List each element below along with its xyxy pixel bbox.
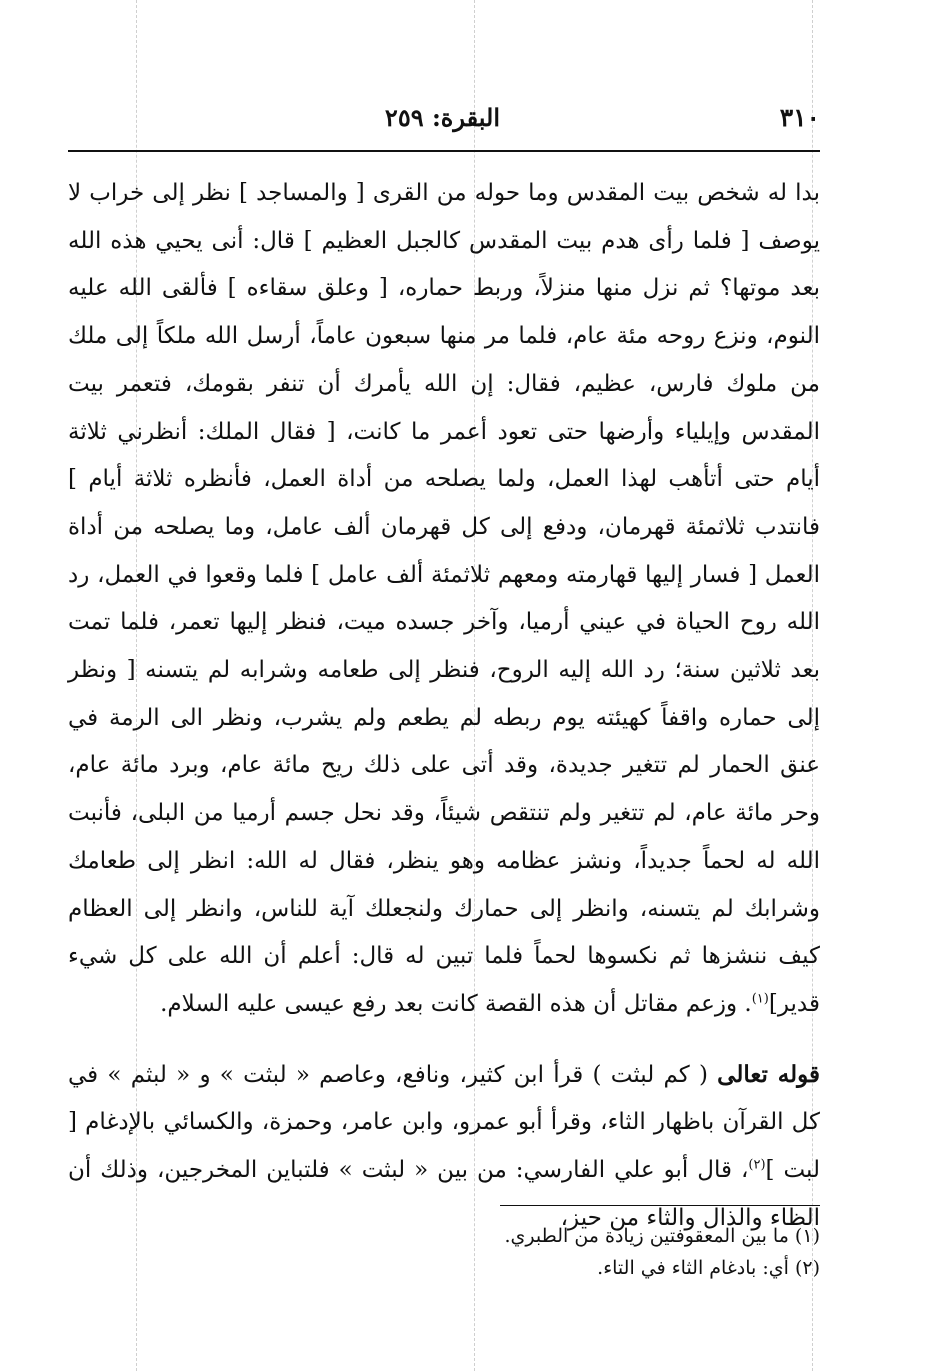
paragraph-1 [68, 170, 820, 1029]
running-title: البقرة: ٢٥٩ [384, 103, 500, 132]
footnotes [68, 1220, 820, 1284]
body-text [68, 170, 820, 1242]
paragraph-1-text: بدا له شخص بيت المقدس وما حوله من القرى [ والمساجد ] نظر إلى خراب لا يوصف [ فلما رأى هدم بيت المقدس كالجبل العظيم ] قال: أنى يحيي هذه الله بعد موتها؟ ثم نزل منها منزلاً، وربط حماره، [ وعلق سقاءه ] فألقى الله عليه النوم، ونزع روحه مئة عام، فلما مر منها سبعون عاماً، أرسل الله ملكاً إلى ملك من ملوك فارس، عظيم، فقال: إن الله يأمرك أن تنفر بقومك، فتعمر بيت المقدس وإيلياء وأرضها حتى تعود أعمر ما كانت، [ فقال الملك: أنظرني ثلاثة أيام حتى أتأهب لهذا العمل، ولما يصلحه من أداة العمل، فأنظره ثلاثة أيام ] فانتدب ثلاثمئة قهرمان، ودفع إلى كل قهرمان ألف عامل، وما يصلحه من أداة العمل [ فسار إليها قهارمته ومعهم ثلاثمئة ألف عامل ] فلما وقعوا في العمل، رد الله روح الحياة في عيني أرميا، وآخر جسده ميت، فنظر إليها تعمر، فلما تمت بعد ثلاثين سنة؛ رد الله إليه الروح، فنظر إلى طعامه وشرابه لم يتسنه [ ونظر إلى حماره واقفاً كهيئته يوم ربطه لم يطعم ولم يشرب، ونظر الى الرمة في عنق الحمار لم تتغير جديدة، وقد أتى على ذلك ريح مائة عام، وبرد مائة عام، وحر مائة عام، لم تتغير ولم تنتقص شيئاً، وقد نحل جسم أرميا من البلى، فأنبت الله له لحماً جديداً، ونشز عظامه وهو ينظر، فقال له الله: انظر إلى طعامك وشرابك لم يتسنه، وانظر إلى حمارك ولنجعلك آية للناس، وانظر إلى العظام كيف ننشزها ثم نكسوها لحماً فلما تبين له قال: أعلم أن الله على كل شيء قدير] [68, 180, 820, 1017]
footnote-ref-1: (١) [751, 991, 769, 1007]
page-number: ٣١٠ [779, 103, 820, 132]
header-rule [68, 150, 820, 152]
paragraph-2-continuation: ، قال أبو علي الفارسي: من بين « لبثت » فلتباين المخرجين، وذلك أن الظاء والذال والثاء من حيز، [68, 1157, 820, 1231]
paragraph-2 [68, 1051, 820, 1243]
paragraph-2-text: ( كم لبثت ) قرأ ابن كثير، ونافع، وعاصم « لبثت » و « لبثم » في كل القرآن باظهار الثاء، وقرأ أبو عمرو، وابن عامر، وحمزة، والكسائي بالإدغام [ لبت ] [68, 1061, 820, 1184]
paragraph-1-tail: . وزعم مقاتل أن هذه القصة كانت بعد رفع عيسى عليه السلام. [160, 990, 752, 1017]
paragraph-2-lead: قوله تعالى [717, 1060, 821, 1088]
footnote-rule [500, 1205, 820, 1206]
page-header [68, 98, 820, 138]
footnote-2: (٢) أي: بادغام الثاء في التاء. [597, 1257, 820, 1279]
footnote-1: (١) ما بين المعقوفتين زيادة من الطبري. [504, 1225, 820, 1247]
footnote-ref-2: (٢) [748, 1157, 766, 1173]
